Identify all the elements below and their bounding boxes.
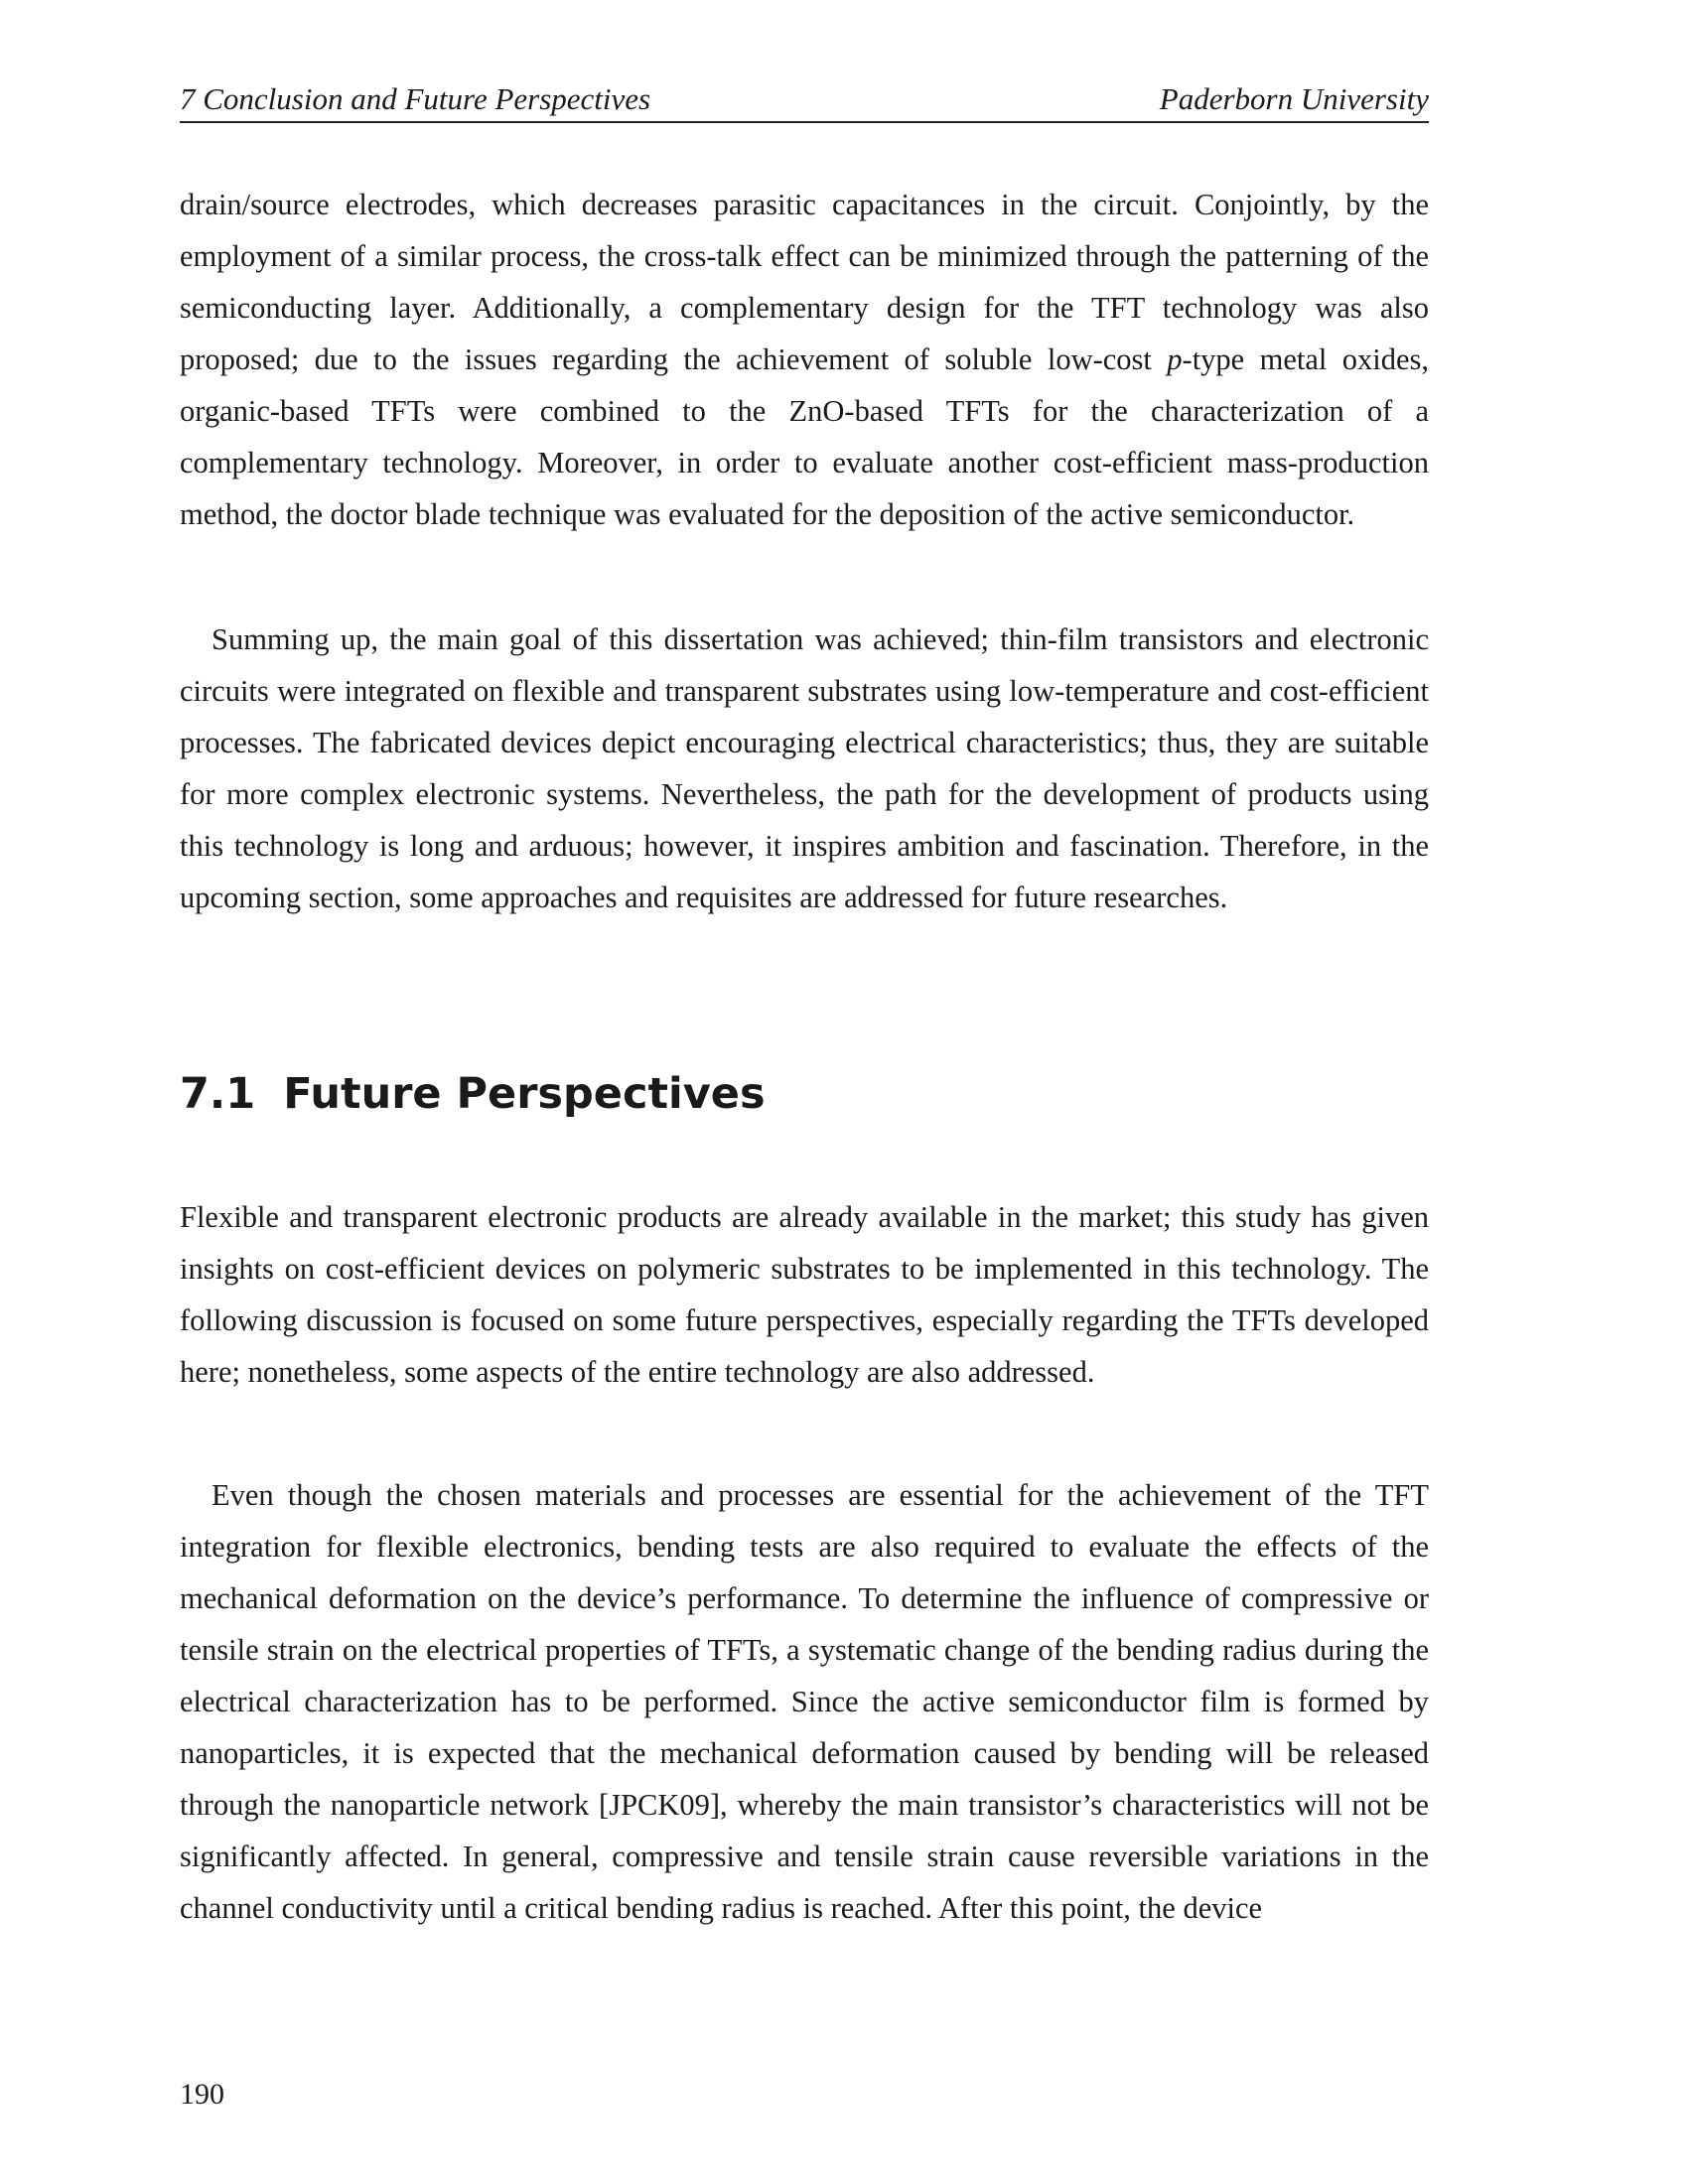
- paragraph-1-italic-p: p: [1167, 342, 1183, 376]
- section-title: Future Perspectives: [283, 1069, 766, 1119]
- paragraph-2: Summing up, the main goal of this dissertation was achieved; thin-film transistors and electronic circuits were integrated on flexible and transparent substrates using low-temperature and cost-efficient processes. The fabricated devices depict encouraging electrical characteristics; thus, they are suitable for more complex electronic systems. Nevertheless, the path for the development of products using this technology is long and arduous; however, it inspires ambition and fascination. Therefore, in the upcoming section, some approaches and requisites are addressed for future researches.: [180, 622, 1429, 914]
- header-institution: Paderborn University: [1159, 81, 1429, 116]
- header-chapter-title: 7 Conclusion and Future Perspectives: [180, 81, 651, 116]
- paragraph-4: Even though the chosen materials and processes are essential for the achievement of the TFT integration for flexible electronics, bending tests are also required to evaluate the effects of the mechanical deformation on the device’s performance. To determine the influence of compressive or tensile strain on the electrical properties of TFTs, a systematic change of the bending radius during the electrical characterization has to be performed. Since the active semiconductor film is formed by nanoparticles, it is expected that the mechanical deformation caused by bending will be released through the nanoparticle network [JPCK09], whereby the main transistor’s characteristics will not be significantly affected. In general, compressive and tensile strain cause reversible variations in the channel conductivity until a critical bending radius is reached. After this point, the device: [180, 1478, 1429, 1925]
- paragraph-1: [180, 179, 1429, 540]
- section-number: 7.1: [180, 1069, 256, 1119]
- paragraph-1-part-1: drain/source electrodes, which decreases parasitic capacitances in the circuit. Conjointly, by the employment of a similar process, the cross-talk effect can be minimized through the patterning of the semiconducting layer. Additionally, a complementary design for the TFT technology was also proposed; due to the issues regarding the achievement of soluble low-cost: [180, 188, 1429, 376]
- document-page: [180, 0, 1429, 2184]
- paragraph-3: Flexible and transparent electronic products are already available in the market; this study has given insights on cost-efficient devices on polymeric substrates to be implemented in this technology. The following discussion is focused on some future perspectives, especially regarding the TFTs developed here; nonetheless, some aspects of the entire technology are also addressed.: [180, 1200, 1429, 1389]
- paragraph-1-part-2: -type metal oxides, organic-based TFTs were combined to the ZnO-based TFTs for the characterization of a complementary technology. Moreover, in order to evaluate another cost-efficient mass-production method, the doctor blade technique was evaluated for the deposition of the active semiconductor.: [180, 342, 1430, 531]
- section-heading: [180, 1064, 766, 1124]
- running-header: [180, 77, 1429, 123]
- page-number: 190: [180, 2078, 224, 2111]
